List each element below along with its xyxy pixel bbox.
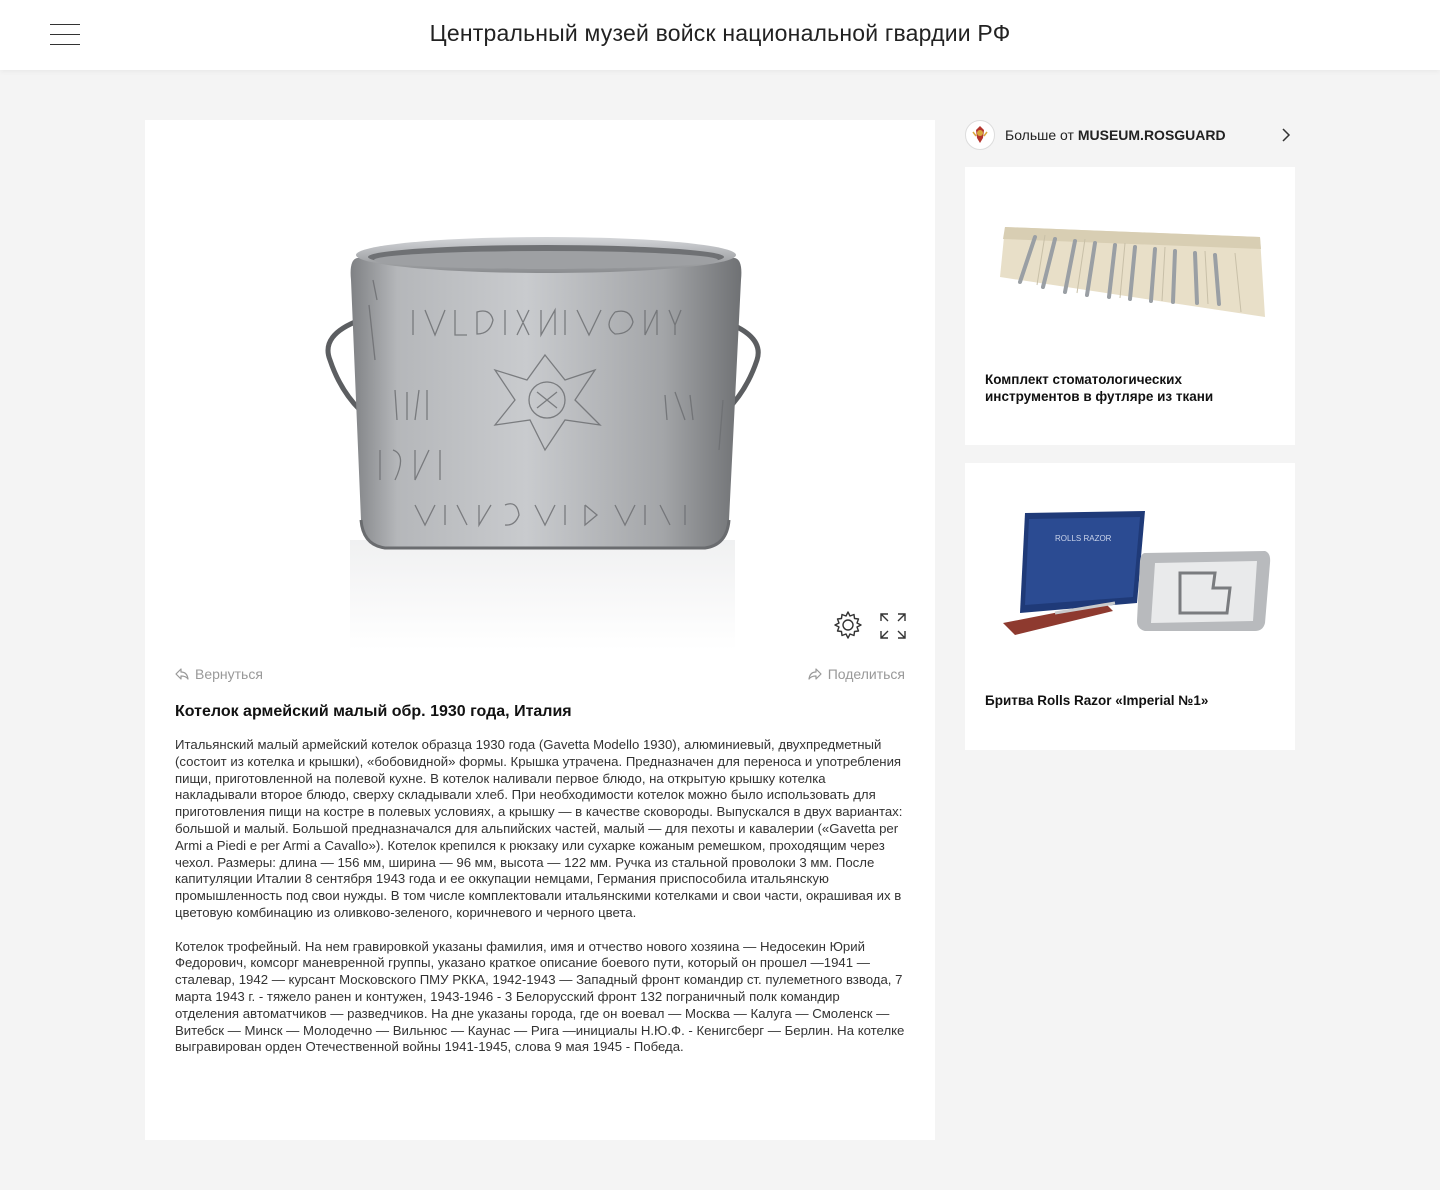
museum-logo-icon	[965, 120, 995, 150]
dental-kit-image	[965, 167, 1295, 347]
top-bar	[0, 0, 1440, 70]
back-label: Вернуться	[195, 666, 263, 682]
exhibit-actions	[175, 666, 905, 686]
share-arrow-icon	[808, 667, 822, 681]
related-card-title: Бритва Rolls Razor «Imperial №1»	[985, 693, 1209, 708]
related-card-title: Комплект стоматологических инструментов в футляре из ткани	[985, 372, 1214, 404]
pot-illustration	[145, 120, 935, 650]
back-arrow-icon	[175, 667, 189, 681]
more-from-text	[1005, 127, 1226, 143]
description-paragraph: Итальянский малый армейский котелок образца 1930 года (Gavetta Modello 1930), алюминиевый, двухпредметный (состоит из котелка и крышки), «бобовидной» формы. Крышка утрачена. Предназначен для переноса и употребления пищи, приготовленной на полевой кухне. В котелок наливали первое блюдо, на открытую крышку котелка накладывали второе блюдо, сверху складывали хлеб. При необходимости котелок можно было использовать для приготовления пищи на костре в полевых условиях, а крышку — в качестве сковороды. Выпускался в двух вариантах: большой и малый. Большой предназначался для альпийских частей, малый — для пехоты и кавалерии («Gavetta per Armi a Piedi e per Armi a Cavallo»). Котелок крепился к рюкзаку или сухарке кожаным ремешком, проходящим через чехол. Размеры: длина — 156 мм, ширина — 96 мм, высота — 122 мм. Ручка из стальной проволоки 3 мм. После капитуляции Италии 8 сентября 1943 года и ее оккупации немцами, Германия приспособила итальянскую промышленность под свои нужды. В том числе комплектовали итальянскими котелками и свои части, окрашивая их в цветовую комбинацию из оливково-зеленого, коричневого и черного цвета.	[175, 737, 903, 920]
site-title: Центральный музей войск национальной гвардии РФ	[429, 20, 1011, 46]
share-link[interactable]	[808, 666, 905, 682]
description-paragraph: Котелок трофейный. На нем гравировкой указаны фамилия, имя и отчество нового хозяина — Недосекин Юрий Федорович, комсорг маневренной группы, указано краткое описание боевого пути, который он прошел —1941 — сталевар, 1942 — курсант Московского ПМУ РККА, 1942-1943 — Западный фронт командир ст. пулеметного взвода, 7 марта 1943 г. - тяжело ранен и контужен, 1943-1946 - 3 Белорусский фронт 132 пограничный полк командир отделения автоматчиков — разведчиков. На дне указаны города, где он воевал — Москва — Калуга — Смоленск — Витебск — Минск — Молодечно — Вильнюс — Каунас — Рига —инициалы Н.Ю.Ф. - Кенигсберг — Берлин. На котелке выгравирован орден Отечественной войны 1941-1945, слова 9 мая 1945 - Победа.	[175, 938, 905, 1055]
more-from-source-link[interactable]	[965, 120, 1295, 150]
exhibit-photo[interactable]	[145, 120, 935, 650]
more-source: MUSEUM.ROSGUARD	[1077, 127, 1226, 143]
related-card-dental-kit[interactable]	[965, 167, 1295, 445]
chevron-right-icon	[1281, 128, 1291, 142]
exhibit-description	[175, 737, 905, 1073]
back-link[interactable]	[175, 666, 263, 682]
related-card-razor[interactable]	[965, 463, 1295, 750]
settings-gear-icon[interactable]	[833, 610, 863, 640]
razor-image	[965, 463, 1295, 663]
exhibit-card	[145, 120, 935, 1140]
fullscreen-icon[interactable]	[879, 612, 907, 640]
share-label: Поделиться	[827, 666, 905, 682]
more-prefix: Больше от	[1005, 127, 1074, 143]
exhibit-title: Котелок армейский малый обр. 1930 года, Италия	[175, 703, 572, 720]
svg-text:ROLLS RAZOR: ROLLS RAZOR	[1055, 534, 1112, 543]
